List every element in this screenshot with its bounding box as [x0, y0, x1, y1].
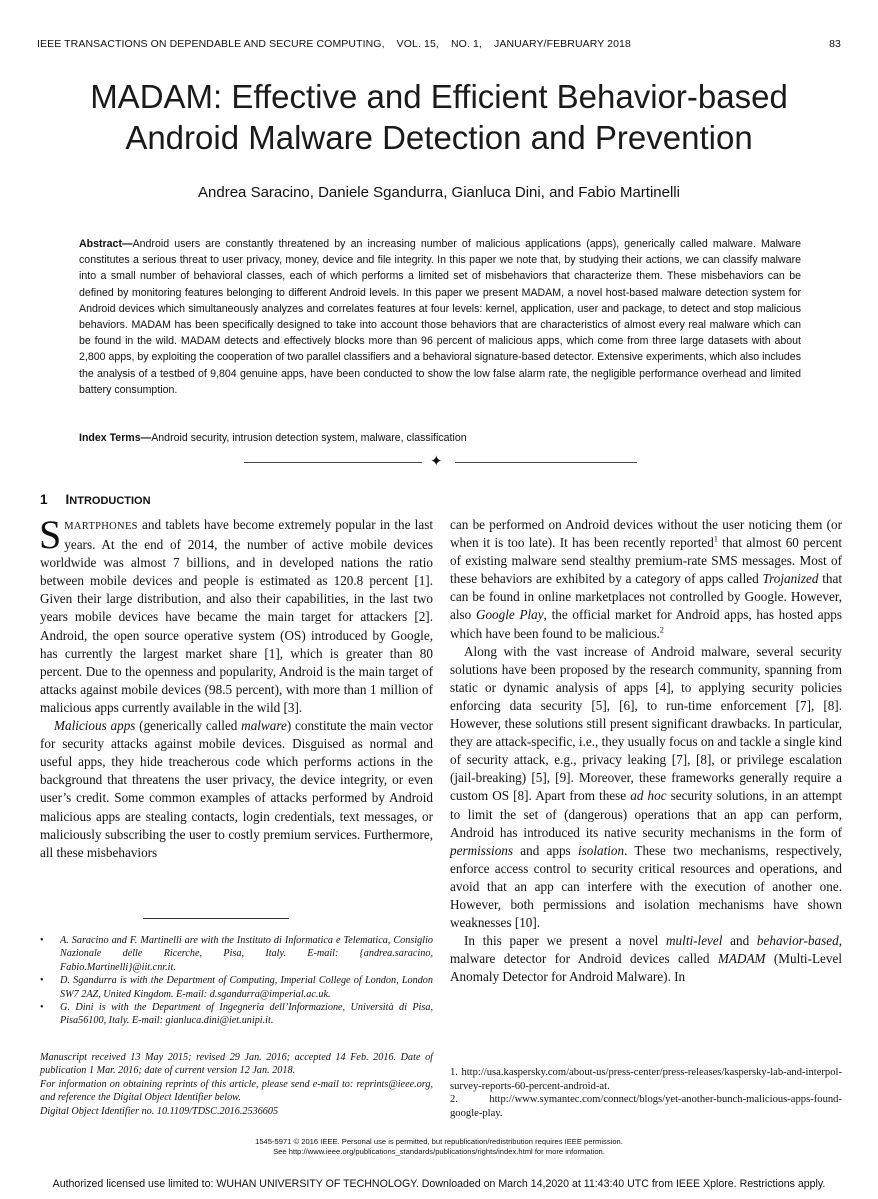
emphasis: behavior-based [756, 933, 839, 949]
affiliation-text: G. Dini is with the Department of Ingegneria dell’Informazione, Università di Pisa, Pisa56100, Italy. E-mail: gianluca.dini@iet.unipi.it. [60, 1002, 433, 1027]
abstract-text: Android users are constantly threatened by an increasing number of malicious applications (apps), generically called malware. Malware constitutes a serious threat to user privacy, money, device and file integrity. In this paper we note that, by studying their actions, we can classify malware into a small number of behavioral classes, each of which performs a limited set of misbehaviors that characterize them. These misbehaviors can be defined by monitoring features belonging to different Android levels. In this paper we present MADAM, a novel host-based malware detection system for Android devices which simultaneously analyzes and correlates features at four levels: kernel, application, user and package, to detect and stop malicious behaviors. MADAM has been specifically designed to take into account those behaviors that are characteristics of almost every real malware which can be found in the wild. MADAM detects and effectively blocks more than 96 percent of malicious apps, which come from three large datasets with about 2,800 apps, by exploiting the cooperation of two parallel classifiers and a behavioral signature-based detector. Extensive experiments, which also includes the analysis of a testbed of 9,804 genuine apps, have been conducted to show the low false alarm rate, the negligible performance overhead and limited battery consumption. [79, 238, 801, 396]
footnotes [450, 1066, 842, 1120]
intro-paragraph-1 [39, 512, 433, 717]
author-list: Andrea Saracino, Daniele Sgandurra, Gianluca Dini, and Fabio Martinelli [198, 184, 680, 201]
footnote-ref[interactable]: 1 [713, 534, 718, 544]
title-line-1: MADAM: Effective and Efficient Behavior-based [90, 78, 788, 115]
emphasis: Google Play [475, 607, 544, 623]
intro-paragraph-5 [450, 932, 842, 986]
doi: Digital Object Identifier no. 10.1109/TDSC.2016.2536605 [40, 1105, 279, 1117]
paragraph-text: ) constitute the main vector for security attacks against mobile devices. Disguised as normal and useful apps, they hide treacherous code which performs actions in the background that threatens the user privacy, the device integrity, or even user’s credit. Some common examples of attacks performed by Android malicious apps are stealing contacts, login credentials, text messages, or maliciously subscribing the user to costly premium services. Furthermore, all these misbehaviors [40, 718, 433, 860]
section-title-initial: I [65, 492, 70, 507]
manuscript-info [40, 1051, 433, 1118]
paragraph-text: , the official market for Android apps, has hosted apps which have been found to be malicious. [450, 607, 842, 641]
title-line-2: Android Malware Detection and Prevention [125, 119, 753, 156]
emphasis: ad hoc [630, 788, 667, 804]
lead-smallcaps: MARTPHONES [64, 521, 138, 532]
paragraph-text: can be performed on Android devices without the user noticing them (or when it is too late). It has been recently reported [450, 517, 842, 551]
index-terms-text: Android security, intrusion detection system, malware, classification [151, 432, 467, 444]
footnote-rule [143, 918, 289, 919]
copyright-notice [0, 1137, 878, 1157]
intro-paragraph-4 [450, 643, 842, 933]
affiliation-text: A. Saracino and F. Martinelli are with the Instituto di Informatica e Telematica, Consiglio Nazionale delle Ricerche, Pisa, Italy. E-mail: {andrea.saracino, Fabio.Martinelli}@iit.cnr.it. [60, 935, 433, 973]
emphasis: MADAM [717, 951, 766, 967]
manuscript-dates: Manuscript received 13 May 2015; revised 29 Jan. 2016; accepted 14 Feb. 2016. Date of publication 1 Mar. 2016; date of current version 12 Jan. 2018. [40, 1052, 433, 1077]
index-terms [79, 430, 801, 446]
intro-paragraph-2 [40, 717, 433, 862]
emphasis: multi-level [666, 933, 723, 949]
separator-diamond-icon: ✦ [430, 454, 443, 470]
paragraph-text: (Multi-Level Anomaly Detector for Android Malware). In [450, 951, 842, 985]
footnote-1[interactable]: 1. http://usa.kaspersky.com/about-us/press-center/press-releases/kaspersky-lab-and-interpol-survey-reports-60-percent-android-at. [450, 1067, 842, 1092]
affiliation-text: D. Sgandurra is with the Department of Computing, Imperial College of London, London SW7 2AZ, United Kingdom. E-mail: d.sgandurra@imperial.ac.uk. [60, 975, 433, 1000]
paragraph-text: (generically called [135, 718, 242, 734]
emphasis: malware [241, 718, 287, 734]
paragraph-text: , malware detector for Android devices called [450, 933, 842, 967]
bullet-icon: • [40, 975, 44, 987]
copyright-line-2[interactable]: See http://www.ieee.org/publications_standards/publications/rights/index.html for more information. [273, 1147, 605, 1156]
intro-paragraph-3 [450, 516, 842, 643]
affiliation-item [40, 934, 433, 974]
drop-cap: S [39, 512, 62, 557]
authorized-use-bar: Authorized licensed use limited to: WUHAN UNIVERSITY OF TECHNOLOGY. Downloaded on March 14,2020 at 11:43:40 UTC from IEEE Xplore. Restrictions apply. [52, 1178, 826, 1190]
separator-line-left [244, 462, 422, 463]
separator-line-right [455, 462, 637, 463]
volume: VOL. 15, [396, 38, 439, 50]
copyright-line-1: 1545-5971 © 2016 IEEE. Personal use is permitted, but republication/redistribution requires IEEE permission. [255, 1137, 623, 1146]
running-header [37, 38, 841, 50]
paragraph-text: In this paper we present a novel [464, 933, 667, 949]
abstract-label: Abstract— [79, 238, 133, 250]
footnote-ref[interactable]: 2 [659, 625, 664, 635]
section-heading [40, 492, 151, 507]
journal-name: IEEE TRANSACTIONS ON DEPENDABLE AND SECURE COMPUTING, [37, 38, 385, 50]
issue-number: NO. 1, [451, 38, 482, 50]
affiliation-item [40, 1001, 433, 1028]
emphasis: Trojanized [762, 571, 819, 587]
paragraph-text: and apps [513, 842, 578, 858]
bullet-icon: • [40, 935, 44, 946]
index-terms-label: Index Terms— [79, 432, 152, 444]
affiliation-item [40, 974, 433, 1001]
paragraph-text: Along with the vast increase of Android malware, several security solutions have been proposed by the research community, spanning from static or dynamic analysis of apps [4], to applying security policies enforcing data security [5], [6], to run-time enforcement [7], [8]. However, these solutions still present significant drawbacks. In particular, they are attack-specific, i.e., they usually focus on and tackle a single kind of security attack, e.g., privacy leaking [7], [8], or privilege escalation (jail-breaking) [5], [9]. Moreover, these frameworks generally require a custom OS [8]. Apart from these [450, 643, 842, 804]
left-column [39, 512, 433, 862]
emphasis: isolation [577, 842, 625, 858]
paragraph-text: and [722, 933, 757, 949]
section-number: 1 [40, 492, 48, 507]
footnote-2[interactable]: 2. http://www.symantec.com/connect/blogs/yet-another-bunch-malicious-apps-found-google-play. [450, 1094, 842, 1119]
paragraph-text: and tablets have become extremely popular in the last years. At the end of 2014, the number of active mobile devices worldwide was almost 7 billions, and in developed nations the ratio between mobile devices and people is estimated as 120.8 percent [1]. Given their large distribution, and also their capabilities, in the last two years mobile devices have became the main target for attackers [2]. Android, the open source operative system (OS) introduced by Google, has currently the largest market share [1], which is greater than 80 percent. Due to the openness and popularity, Android is the main target of attacks against mobile devices (98.5 percent), with more than 1 million of malicious apps currently available in the wild [3]. [40, 517, 433, 715]
paragraph-text: that can be found in online marketplaces not controlled by Google. However, also [450, 571, 842, 623]
paragraph-text: security solutions, in an attempt to limit the set of (dangerous) operations that an app can perform, Android has introduced its native security mechanisms in the form of [450, 788, 842, 840]
page-number: 83 [829, 38, 841, 50]
paper-title [30, 76, 848, 158]
bullet-icon: • [40, 1002, 44, 1014]
emphasis: Malicious apps [54, 718, 136, 734]
abstract [79, 236, 801, 398]
paragraph-text: that almost 60 percent of existing malware send stealthy premium-rate SMS messages. Most of these behaviors are exhibited by a category of apps called [450, 535, 842, 587]
right-column [450, 516, 842, 986]
emphasis: permissions [450, 842, 514, 858]
paragraph-text: . These two mechanisms, respectively, enforce access control to security critical resources and operations, and avoid that an app can interfere with the execution of another one. However, both permissions and isolation mechanisms have shown weaknesses [10]. [450, 842, 843, 931]
author-affiliations [40, 934, 433, 1028]
issue-date: JANUARY/FEBRUARY 2018 [494, 38, 631, 50]
section-title-rest: NTRODUCTION [69, 495, 151, 507]
reprints-info: For information on obtaining reprints of this article, please send e-mail to: reprints@ieee.org, and reference the Digital Object Identifier below. [40, 1078, 433, 1104]
